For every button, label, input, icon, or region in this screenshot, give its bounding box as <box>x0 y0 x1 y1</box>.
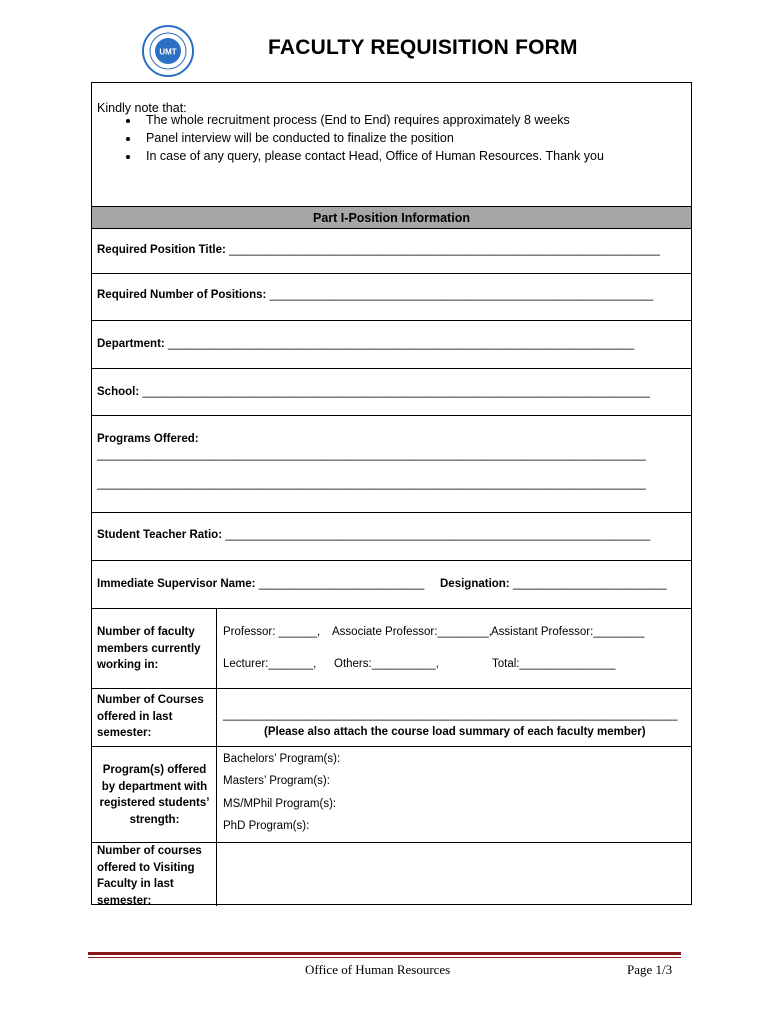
supervisor-line[interactable]: ____________________________ <box>258 578 424 590</box>
total-field[interactable]: Total:_______________ <box>492 658 616 670</box>
column-divider <box>216 747 217 842</box>
section-header: Part I-Position Information <box>92 207 691 229</box>
number-positions-line[interactable]: _________________________________________________________________ <box>269 289 653 301</box>
programs-offered-line[interactable]: _____________________________________________________________________________________________ <box>97 449 646 461</box>
note-item: • Panel interview will be conducted to finalize the position <box>140 129 604 147</box>
ratio-row[interactable] <box>92 513 691 561</box>
designation-label: Designation: <box>440 578 510 590</box>
column-divider <box>216 689 217 746</box>
supervisor-row[interactable] <box>92 561 691 609</box>
number-positions-row[interactable] <box>92 274 691 321</box>
position-title-line[interactable]: _________________________________________________________________________ <box>229 244 660 256</box>
assistant-professor-field[interactable]: Assistant Professor:________ <box>491 626 645 638</box>
professor-field[interactable]: Professor: ______, <box>223 626 321 638</box>
visiting-faculty-input[interactable] <box>223 843 683 905</box>
school-row[interactable] <box>92 369 691 416</box>
svg-text:UMT: UMT <box>159 47 177 57</box>
school-label: School: <box>97 386 140 398</box>
course-load-note: (Please also attach the course load summary of each faculty member) <box>264 726 646 738</box>
notes-box <box>92 83 691 207</box>
form-title: FACULTY REQUISITION FORM <box>268 36 578 59</box>
faculty-count-label: Number of faculty members currently working in: <box>97 626 201 671</box>
school-line[interactable]: ______________________________________________________________________________________ <box>142 386 650 398</box>
footer-rule-thin <box>88 957 681 958</box>
lecturer-field[interactable]: Lecturer:_______, <box>223 658 317 670</box>
visiting-faculty-label: Number of courses offered to Visiting Faculty in last semester: <box>97 845 202 907</box>
others-field[interactable]: Others:__________, <box>334 658 439 670</box>
visiting-faculty-row <box>92 843 691 906</box>
associate-professor-field[interactable]: Associate Professor:________, <box>332 626 492 638</box>
requisition-form <box>91 82 692 905</box>
courses-offered-row <box>92 689 691 747</box>
programs-offered-row[interactable] <box>92 416 691 513</box>
programs-offered-line[interactable]: _____________________________________________________________________________________________ <box>97 478 646 490</box>
ratio-line[interactable]: ________________________________________________________________________ <box>225 529 650 541</box>
footer-rule <box>88 952 681 955</box>
notes-intro: Kindly note that: <box>97 101 187 115</box>
ratio-label: Student Teacher Ratio: <box>97 529 223 541</box>
note-item: • In case of any query, please contact Head, Office of Human Resources. Thank you <box>140 147 604 165</box>
position-title-row[interactable] <box>92 229 691 274</box>
programs-strength-row <box>92 747 691 843</box>
column-divider <box>216 609 217 688</box>
msmphil-program-field[interactable]: MS/MPhil Program(s): <box>223 798 337 810</box>
number-positions-label: Required Number of Positions: <box>97 289 267 301</box>
column-divider <box>216 843 217 906</box>
umt-logo <box>142 25 194 77</box>
courses-offered-line[interactable]: _____________________________________________________________________________ <box>223 709 677 721</box>
position-title-label: Required Position Title: <box>97 244 226 256</box>
programs-offered-label: Programs Offered: <box>97 433 199 445</box>
phd-program-field[interactable]: PhD Program(s): <box>223 820 310 832</box>
bachelors-program-field[interactable]: Bachelors’ Program(s): <box>223 753 341 765</box>
department-label: Department: <box>97 338 165 350</box>
supervisor-label: Immediate Supervisor Name: <box>97 578 256 590</box>
masters-program-field[interactable]: Masters’ Program(s): <box>223 775 330 787</box>
department-row[interactable] <box>92 321 691 369</box>
note-item: • The whole recruitment process (End to End) requires approximately 8 weeks <box>140 111 604 129</box>
page-number: Page 1/3 <box>627 962 673 977</box>
faculty-count-row <box>92 609 691 689</box>
notes-list <box>106 111 604 165</box>
department-line[interactable]: _______________________________________________________________________________ <box>167 338 634 350</box>
programs-strength-label: Program(s) offered by department with registered students’ strength: <box>99 764 210 826</box>
footer-office: Office of Human Resources <box>305 962 451 977</box>
designation-line[interactable]: __________________________ <box>512 578 667 590</box>
courses-offered-label: Number of Courses offered in last semester: <box>97 694 204 739</box>
